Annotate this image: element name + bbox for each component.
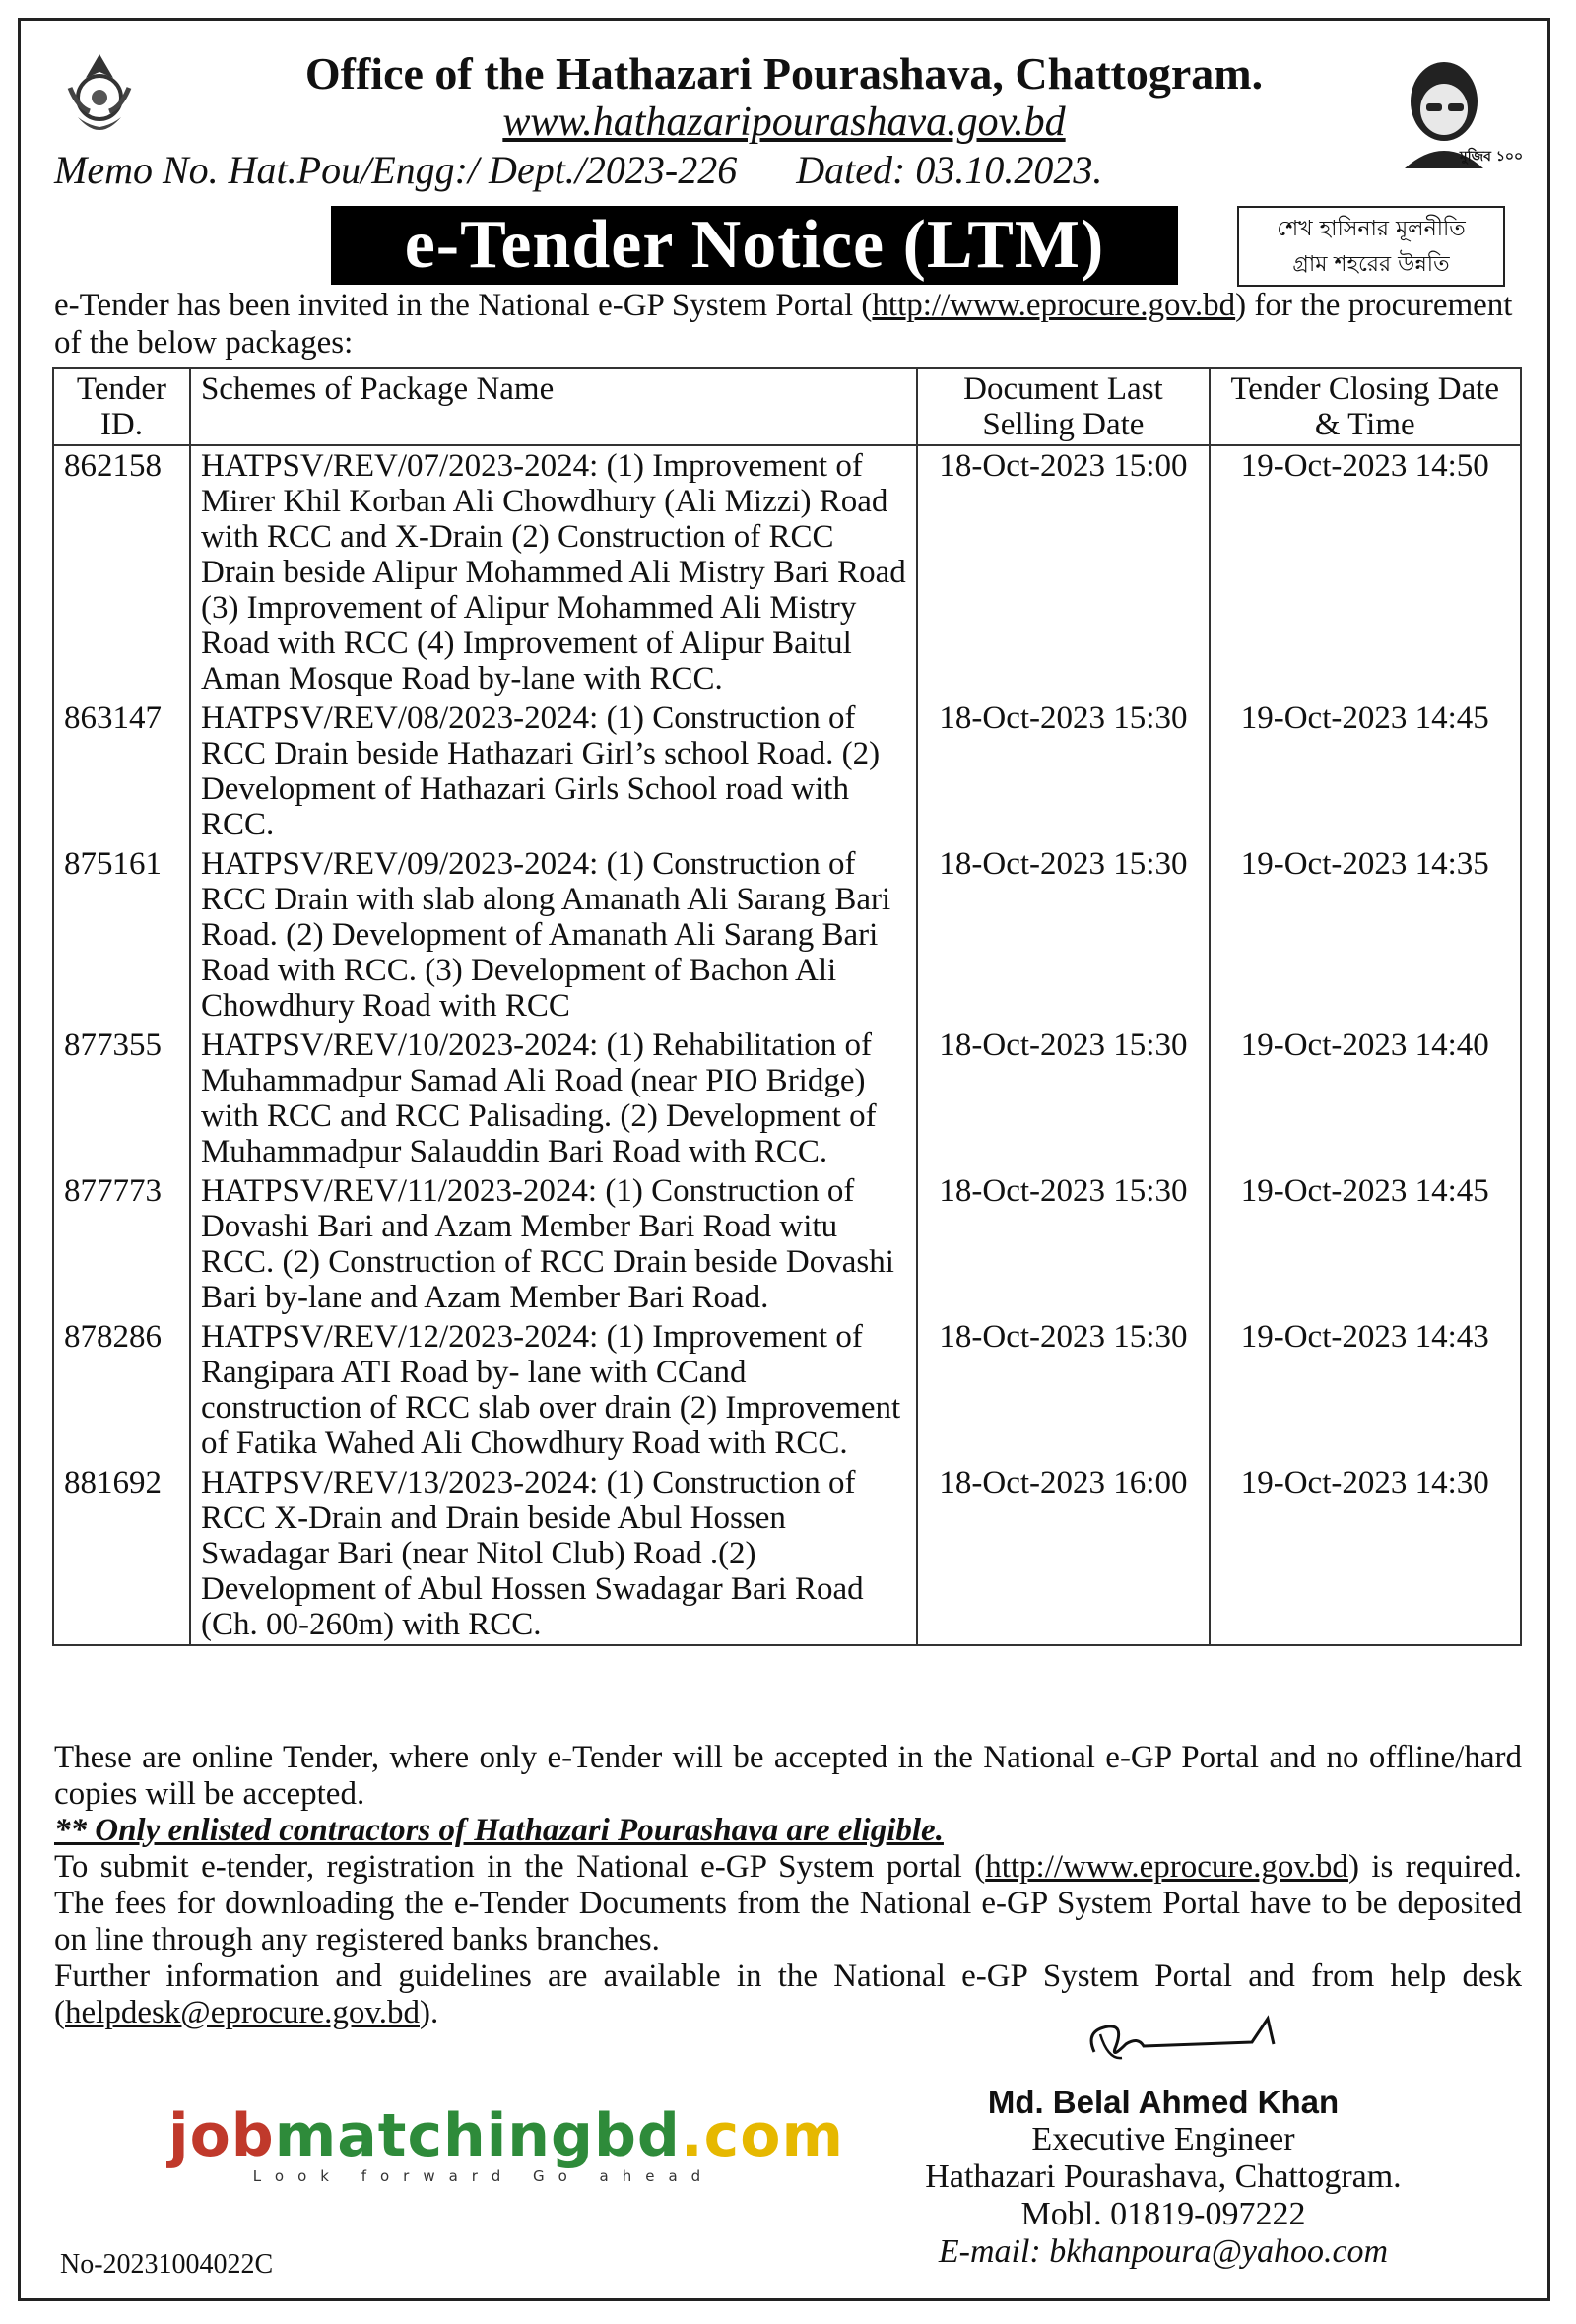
office-title: Office of the Hathazari Pourashava, Chattogram. (304, 48, 1264, 99)
tender-table (52, 367, 1522, 1646)
scheme-name: HATPSV/REV/12/2023-2024: (1) Improvement of Rangipara ATI Road by- lane with CCand construction of RCC slab over drain (2) Improvement of Fatika Wahed Ali Chowdhury Road with RCC. (190, 1317, 917, 1463)
jobmatchingbd-watermark (168, 2101, 844, 2185)
memo-date: Dated: 03.10.2023. (796, 148, 1103, 192)
doc-last-date: 18-Oct-2023 16:00 (917, 1463, 1209, 1645)
closing-date: 19-Oct-2023 14:43 (1210, 1317, 1521, 1463)
signatory-email[interactable]: E-mail: bkhanpoura@yahoo.com (938, 2233, 1389, 2270)
signatory-name: Md. Belal Ahmed Khan (987, 2084, 1340, 2120)
table-row (53, 1026, 1521, 1171)
signature-mark (1075, 2001, 1291, 2080)
slogan-box (1237, 206, 1505, 287)
header-scheme: Schemes of Package Name (190, 368, 917, 445)
watermark-tagline: Look forward Go ahead (252, 2167, 715, 2185)
tender-id: 881692 (53, 1463, 190, 1645)
doc-last-date: 18-Oct-2023 15:30 (917, 698, 1209, 844)
tender-id: 877773 (53, 1171, 190, 1317)
memo-line (54, 147, 1102, 193)
tender-notice-page (18, 18, 1550, 2301)
header-doc-date: Document Last Selling Date (917, 368, 1209, 445)
info-note: Further information and guidelines are available in the National e-GP System Portal and from help desk (helpdesk@eprocure.gov.bd). (54, 1959, 1522, 2030)
table-row (53, 1463, 1521, 1645)
scheme-name: HATPSV/REV/09/2023-2024: (1) Construction of RCC Drain with slab along Amanath Ali Sarang Bari Road. (2) Development of Amanath Ali Sarang Bari Road with RCC. (3) Development of Bachon Ali Chowdhury Road with RCC (190, 844, 917, 1026)
closing-date: 19-Oct-2023 14:40 (1210, 1026, 1521, 1171)
memo-number: Memo No. Hat.Pou/Engg:/ Dept./2023-226 (54, 148, 738, 192)
svg-text:মুজিব ১০০: মুজিব ১০০ (1459, 149, 1523, 165)
watermark-logo: jobmatchingbd.com (168, 2101, 844, 2170)
helpdesk-email-link[interactable]: helpdesk@eprocure.gov.bd (65, 1995, 420, 2030)
header-tender-id: Tender ID. (53, 368, 190, 445)
closing-date: 19-Oct-2023 14:45 (1210, 1171, 1521, 1317)
signatory-block (887, 2084, 1439, 2271)
office-website[interactable]: www.hathazaripourashava.gov.bd (502, 100, 1066, 145)
tender-id: 878286 (53, 1317, 190, 1463)
doc-last-date: 18-Oct-2023 15:30 (917, 1026, 1209, 1171)
table-row (53, 844, 1521, 1026)
footer-notes (54, 1740, 1522, 2031)
scheme-name: HATPSV/REV/07/2023-2024: (1) Improvement of Mirer Khil Korban Ali Chowdhury (Ali Mizzi) Road with RCC and X-Drain (2) Construction of RCC Drain beside Alipur Mohammed Ali Mistry Bari Road (3) Improvement of Alipur Mohammed Ali Mistry Road with RCC (4) Improvement of Alipur Baitul Aman Mosque Road by-lane with RCC. (190, 445, 917, 698)
table-row (53, 1317, 1521, 1463)
table-row (53, 445, 1521, 698)
tender-id: 863147 (53, 698, 190, 844)
scheme-name: HATPSV/REV/13/2023-2024: (1) Construction of RCC X-Drain and Drain beside Abul Hossen Swadagar Bari (near Nitol Club) Road .(2) Development of Abul Hossen Swadagar Bari Road (Ch. 00-260m) with RCC. (190, 1463, 917, 1645)
intro-paragraph: e-Tender has been invited in the National e-GP System Portal (http://www.eprocure.gov.bd) for the procurement of the below packages: (54, 288, 1513, 361)
online-note: These are online Tender, where only e-Tender will be accepted in the National e-GP Portal and no offline/hard copies will be accepted. (54, 1740, 1522, 1812)
closing-date: 19-Oct-2023 14:30 (1210, 1463, 1521, 1645)
doc-last-date: 18-Oct-2023 15:30 (917, 844, 1209, 1026)
closing-date: 19-Oct-2023 14:35 (1210, 844, 1521, 1026)
tender-id: 862158 (53, 445, 190, 698)
signatory-title: Executive Engineer (1031, 2121, 1295, 2158)
scheme-name: HATPSV/REV/10/2023-2024: (1) Rehabilitation of Muhammadpur Samad Ali Road (near PIO Bridge) with RCC and RCC Palisading. (2) Development of Muhammadpur Salauddin Bari Road with RCC. (190, 1026, 917, 1171)
eligibility-note: ** Only enlisted contractors of Hathazari Pourashava are eligible. (54, 1813, 944, 1848)
eprocure-link-2[interactable]: http://www.eprocure.gov.bd (985, 1849, 1348, 1885)
reference-number: No-20231004022C (60, 2249, 274, 2280)
closing-date: 19-Oct-2023 14:50 (1210, 445, 1521, 698)
signatory-mobile: Mobl. 01819-097222 (1020, 2196, 1306, 2232)
doc-last-date: 18-Oct-2023 15:30 (917, 1171, 1209, 1317)
signatory-office: Hathazari Pourashava, Chattogram. (925, 2158, 1402, 2195)
table-row (53, 1171, 1521, 1317)
submission-note: To submit e-tender, registration in the National e-GP System portal (http://www.eprocure.gov.bd) is required. The fees for downloading the e-Tender Documents from the National e-GP System Portal have to be deposited on line through any registered banks branches. (54, 1849, 1522, 1958)
table-row (53, 698, 1521, 844)
header-closing-date: Tender Closing Date & Time (1210, 368, 1521, 445)
slogan-line-1: শেখ হাসিনার মূলনীতি (1277, 217, 1466, 241)
notice-title: e-Tender Notice (LTM) (331, 206, 1178, 285)
office-header (21, 48, 1547, 145)
scheme-name: HATPSV/REV/08/2023-2024: (1) Construction of RCC Drain beside Hathazari Girl’s school Road. (2) Development of Hathazari Girls School road with RCC. (190, 698, 917, 844)
doc-last-date: 18-Oct-2023 15:30 (917, 1317, 1209, 1463)
doc-last-date: 18-Oct-2023 15:00 (917, 445, 1209, 698)
eprocure-link[interactable]: http://www.eprocure.gov.bd (872, 288, 1236, 323)
slogan-line-2: গ্রাম শহরের উন্নতি (1292, 252, 1450, 277)
closing-date: 19-Oct-2023 14:45 (1210, 698, 1521, 844)
scheme-name: HATPSV/REV/11/2023-2024: (1) Construction of Dovashi Bari and Azam Member Bari Road witu RCC. (2) Construction of RCC Drain beside Dovashi Bari by-lane and Azam Member Bari Road. (190, 1171, 917, 1317)
tender-id: 877355 (53, 1026, 190, 1171)
tender-id: 875161 (53, 844, 190, 1026)
mujib-100-portrait-icon (1375, 50, 1523, 168)
